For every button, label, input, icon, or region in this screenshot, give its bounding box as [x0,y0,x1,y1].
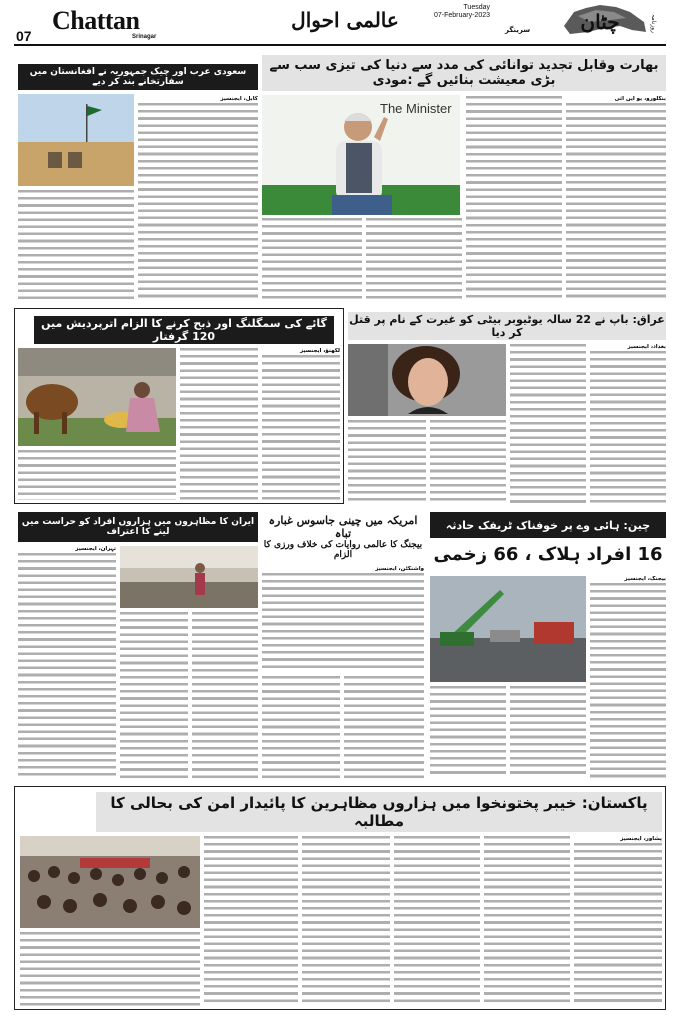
masthead-logo [560,2,650,42]
india-dateline: بنگلورو، یو این آئی [614,96,666,102]
iraq-text-4 [348,420,426,504]
iran-headline: ایران کا مظاہروں میں ہزاروں افراد کو حراست میں لینے کا اعتراف [18,512,258,542]
cow-dateline: لکھنؤ، ایجنسیز [299,348,340,354]
pakistan-crowd-image [20,836,200,928]
pakistan-col-4 [302,836,390,1006]
usa-text-1 [262,573,424,672]
saudi-dateline: کابل، ایجنسیز [220,96,258,102]
china-col-2 [510,686,586,778]
china-text-2 [510,686,586,778]
cow-text-1 [262,355,340,500]
china-text-3 [430,686,506,778]
saudi-text-2 [18,190,134,301]
iraq-photo [348,344,506,416]
iran-photo [120,546,258,608]
saudi-col-1 [138,96,258,301]
china-headline-top: چین: ہائی وے پر خوفناک ٹریفک حادثہ [430,512,666,538]
section-title: عالمی احوال [291,8,399,32]
saudi-col-2 [18,190,134,301]
india-photo [262,95,460,215]
brand-subtitle: Srinagar [132,34,157,40]
masthead-logo-text: چٹان [580,10,620,34]
city-label: سرینگر [505,26,531,34]
india-photo-caption: The Minister [380,101,452,116]
pakistan-col-3 [394,836,480,1006]
pakistan-text-5 [204,836,298,1006]
iran-text-2 [120,612,188,778]
pakistan-headline: پاکستان: خیبر پختونخوا میں ہزاروں مظاہرین کا پائیدار امن کی بحالی کا مطالبہ [96,792,662,832]
issue-date [420,4,490,20]
cow-text-2 [180,348,258,500]
china-headline-bottom: 16 افراد ہلاک ، 66 زخمی [433,544,663,565]
iran-text-3 [192,612,258,778]
iran-col-1 [18,546,116,778]
cow-col-2 [180,348,258,500]
saudi-photo [18,94,134,186]
iran-protest-image [120,546,258,608]
pakistan-text-6 [20,932,200,1006]
india-text-1 [566,103,666,302]
india-text-4 [262,218,362,302]
cow-text-3 [18,450,176,500]
usa-text-2 [344,676,424,778]
usa-headline-bottom: بیجنگ کا عالمی روایات کی خلاف ورزی کا الزام [263,540,423,560]
pakistan-text-2 [484,836,570,1006]
highway-crash-image [430,576,586,682]
india-col-4 [262,218,362,302]
iraq-text-1 [590,351,666,504]
india-col-1 [566,96,666,302]
pakistan-col-5 [204,836,298,1006]
iran-text-1 [18,553,116,778]
iraq-col-1 [590,344,666,504]
usa-col-2 [344,676,424,778]
iraq-dateline: بغداد، ایجنسیز [627,344,666,350]
pakistan-text-3 [394,836,480,1006]
cow-col-1 [262,348,340,500]
china-text-1 [590,583,666,778]
china-dateline: بیجنگ، ایجنسیز [624,576,666,582]
china-col-3 [430,686,506,778]
cow-and-woman-image [18,348,176,446]
saudi-headline: سعودی عرب اور چیک جمہوریہ نے افغانستان میں سفارتخانے بند کر دیے [18,64,258,90]
pakistan-photo [20,836,200,928]
pakistan-col-2 [484,836,570,1006]
pakistan-text-4 [302,836,390,1006]
masthead-rule [14,44,666,46]
cow-photo [18,348,176,446]
india-col-2 [466,96,562,302]
usa-headline-top: امریکہ میں چینی جاسوس غبارہ تباہ [268,514,418,540]
saudi-text-1 [138,103,258,301]
youtuber-portrait-image [348,344,506,416]
embassy-building-image [18,94,134,186]
usa-col-1 [262,566,424,672]
iraq-text-3 [430,420,506,504]
iraq-col-3 [430,420,506,504]
pakistan-text-1 [574,843,662,1006]
iraq-headline: عراق: باپ نے 22 سالہ یوٹیوبر بیٹی کو غیرت کے نام پر قتل کر دیا [349,313,665,339]
cow-headline: گائے کی سمگلنگ اور ذبح کرنے کا الزام اترپردیش میں 120 گرفتار [34,316,334,344]
iran-col-3 [192,612,258,778]
india-col-3 [366,218,462,302]
iraq-text-2 [510,344,586,504]
page-number: 07 [16,28,32,44]
india-text-2 [466,96,562,302]
pakistan-col-1 [574,836,662,1006]
pakistan-col-6 [20,932,200,1006]
iraq-col-4 [348,420,426,504]
usa-col-3 [262,676,340,778]
china-photo [430,576,586,682]
iran-col-2 [120,612,188,778]
iran-dateline: تہران، ایجنسیز [75,546,116,552]
cow-col-3 [18,450,176,500]
daily-label: روزنامہ [650,14,657,33]
usa-text-3 [262,676,340,778]
india-text-3 [366,218,462,302]
brand-logo: Chattan [52,6,140,35]
issue-day: Tuesday [463,4,490,11]
usa-dateline: واشنگٹن، ایجنسیز [375,566,424,572]
india-headline: بھارت وقابل تجدید توانائی کی مدد سے دنیا کی تیزی سب سے بڑی معیشت بنائیں گے :مودی [262,55,666,91]
pakistan-dateline: پشاور، ایجنسیز [620,836,662,842]
china-col-1 [590,576,666,778]
iraq-col-2 [510,344,586,504]
issue-date-text: 07-February-2023 [433,12,490,19]
